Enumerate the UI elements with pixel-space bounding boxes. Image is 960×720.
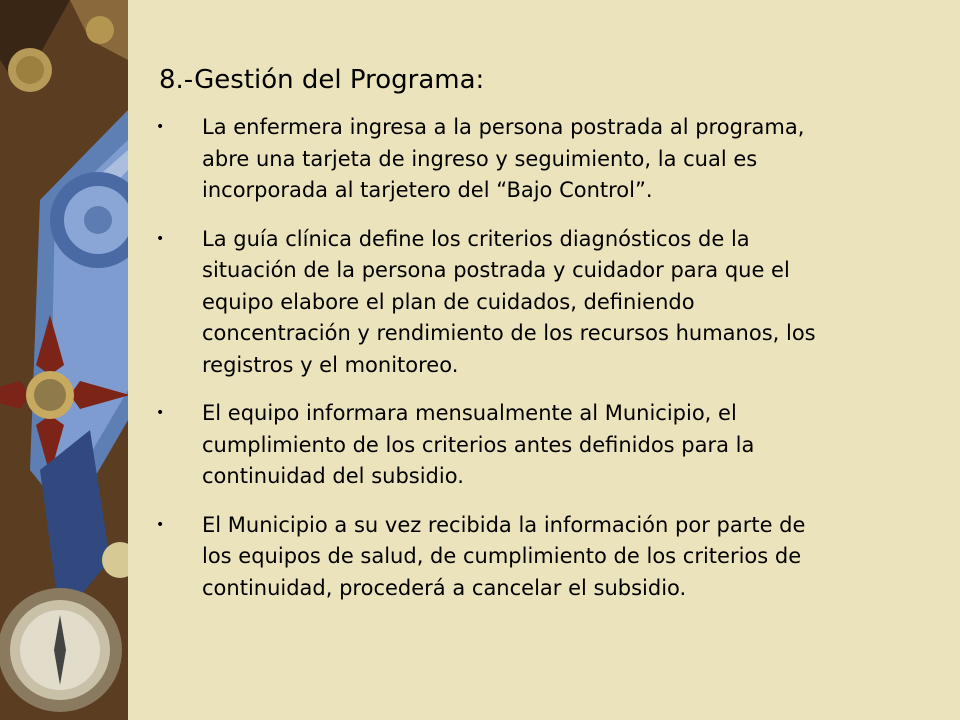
bullet-text: El equipo informara mensualmente al Municipio, el cumplimiento de los criterios antes definidos para la continuidad del subsidio.	[202, 401, 755, 488]
bullet-item	[153, 510, 913, 605]
bullet-marker: •	[156, 230, 165, 247]
medal-and-compass-icon	[0, 0, 128, 720]
bullet-item	[153, 224, 913, 382]
bullet-marker: •	[156, 405, 165, 421]
bullet-text: La enfermera ingresa a la persona postrada al programa, abre una tarjeta de ingreso y seguimiento, la cual es incorporada al tarjetero del “Bajo Control”.	[202, 115, 805, 202]
decorative-image-medal	[0, 0, 128, 720]
bullet-text: El Municipio a su vez recibida la información por parte de los equipos de salud, de cumplimiento de los criterios de continuidad, procederá a cancelar el subsidio.	[202, 512, 806, 600]
slide-content	[128, 0, 960, 720]
slide-title: 8.-Gestión del Programa:	[159, 65, 485, 95]
bullet-item	[153, 398, 913, 493]
bullet-text: La guía clínica define los criterios diagnósticos de la situación de la persona postrada y cuidador para que el equipo elabore el plan de cuidados, definiendo concentración y rendimiento de los recursos humanos, los registros y el monitoreo.	[202, 226, 816, 377]
bullet-marker: •	[156, 119, 165, 135]
bullet-item	[153, 112, 913, 207]
bullet-marker: •	[156, 516, 165, 533]
bullet-list	[153, 112, 913, 621]
